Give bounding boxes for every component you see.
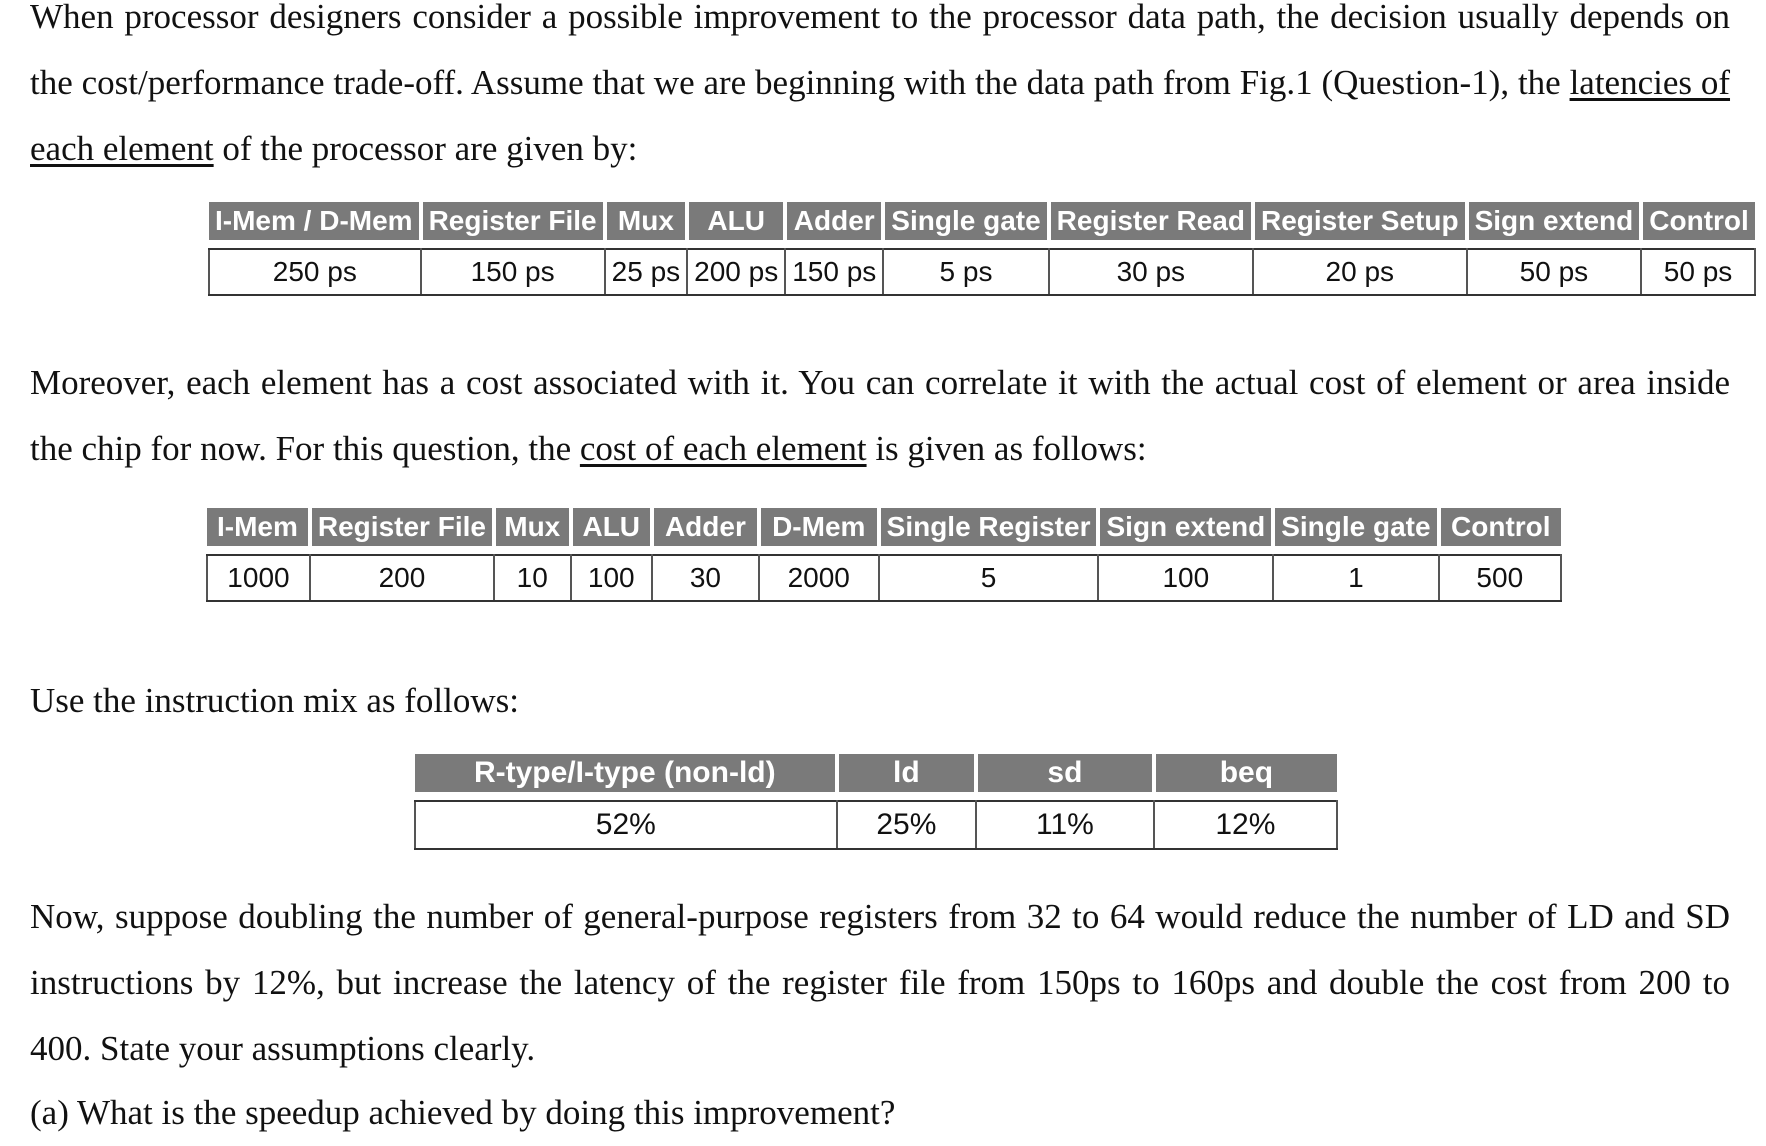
mix-header-row xyxy=(415,754,1337,792)
mix-value-row xyxy=(415,801,1337,849)
cost-intro-paragraph xyxy=(30,350,1730,482)
mix-gap-row xyxy=(415,792,1337,801)
improvement-paragraph: Now, suppose doubling the number of general-purpose registers from 32 to 64 would reduce the number of LD and SD instructions by 12%, but increase the latency of the register file from 150ps to 160ps and double the cost from 200 to 400. State your assumptions clearly. xyxy=(30,897,1730,1068)
mix-header-beq: beq xyxy=(1154,754,1337,792)
cost-value-imem: 1000 xyxy=(207,555,310,601)
cost-header-row xyxy=(207,508,1561,546)
latency-header-mux: Mux xyxy=(605,202,688,240)
latency-value-adder: 150 ps xyxy=(785,249,883,295)
intro-tail-text: of the processor are given by: xyxy=(213,129,638,168)
cost-header-dmem: D-Mem xyxy=(759,508,879,546)
cost-header-sign-extend: Sign extend xyxy=(1098,508,1273,546)
latency-header-row xyxy=(209,202,1755,240)
cost-header-single-register: Single Register xyxy=(879,508,1099,546)
latency-value-row xyxy=(209,249,1755,295)
cost-value-adder: 30 xyxy=(652,555,759,601)
mix-header-rtype-itype: R-type/I-type (non-ld) xyxy=(415,754,837,792)
cost-link-text: cost of each element xyxy=(579,429,867,468)
latency-header-register-setup: Register Setup xyxy=(1253,202,1467,240)
latency-header-single-gate: Single gate xyxy=(883,202,1048,240)
cost-header-adder: Adder xyxy=(652,508,759,546)
mix-header-sd: sd xyxy=(976,754,1154,792)
cost-header-register-file: Register File xyxy=(310,508,494,546)
cost-value-control: 500 xyxy=(1439,555,1561,601)
latency-header-alu: ALU xyxy=(687,202,785,240)
cost-value-mux: 10 xyxy=(494,555,571,601)
cost-gap-row xyxy=(207,546,1561,555)
latency-value-register-read: 30 ps xyxy=(1049,249,1253,295)
cost-value-row xyxy=(207,555,1561,601)
question-a-text: (a) What is the speedup achieved by doing this improvement? xyxy=(30,1093,896,1132)
latency-value-single-gate: 5 ps xyxy=(883,249,1048,295)
cost-intro-tail-text: is given as follows: xyxy=(866,429,1147,468)
cost-value-single-register: 5 xyxy=(879,555,1099,601)
latency-header-adder: Adder xyxy=(785,202,883,240)
cost-table xyxy=(206,508,1562,602)
cost-value-dmem: 2000 xyxy=(759,555,879,601)
latency-gap-row xyxy=(209,240,1755,249)
cost-header-single-gate: Single gate xyxy=(1273,508,1438,546)
latency-header-control: Control xyxy=(1641,202,1755,240)
latency-value-imem-dmem: 250 ps xyxy=(209,249,421,295)
cost-header-alu: ALU xyxy=(571,508,652,546)
mix-header-ld: ld xyxy=(837,754,977,792)
latencies-link-text: latencies of each element xyxy=(30,63,1731,168)
cost-intro-text: Moreover, each element has a cost associated with it. You can correlate it with the actual cost of element or area inside the chip for now. For this question, the xyxy=(30,363,1730,468)
latency-value-control: 50 ps xyxy=(1641,249,1755,295)
intro-paragraph xyxy=(30,0,1730,182)
cost-header-control: Control xyxy=(1439,508,1561,546)
intro-text: When processor designers consider a possible improvement to the processor data path, the decision usually depends on the cost/performance trade-off. Assume that we are beginning with the data path from Fig.1 (Question-1), the xyxy=(30,0,1730,102)
latency-value-register-setup: 20 ps xyxy=(1253,249,1467,295)
latency-header-register-read: Register Read xyxy=(1049,202,1253,240)
latency-header-sign-extend: Sign extend xyxy=(1467,202,1642,240)
cost-header-mux: Mux xyxy=(494,508,571,546)
latency-value-register-file: 150 ps xyxy=(421,249,605,295)
mix-value-beq: 12% xyxy=(1154,801,1337,849)
cost-value-register-file: 200 xyxy=(310,555,494,601)
cost-value-alu: 100 xyxy=(571,555,652,601)
instruction-mix-table xyxy=(414,754,1338,850)
cost-value-sign-extend: 100 xyxy=(1098,555,1273,601)
mix-value-rtype-itype: 52% xyxy=(415,801,837,849)
mix-value-sd: 11% xyxy=(976,801,1154,849)
cost-value-single-gate: 1 xyxy=(1273,555,1438,601)
latency-header-register-file: Register File xyxy=(421,202,605,240)
mix-intro-text: Use the instruction mix as follows: xyxy=(30,681,519,720)
latency-value-alu: 200 ps xyxy=(687,249,785,295)
latency-value-sign-extend: 50 ps xyxy=(1467,249,1642,295)
cost-header-imem: I-Mem xyxy=(207,508,310,546)
latency-value-mux: 25 ps xyxy=(605,249,688,295)
mix-value-ld: 25% xyxy=(837,801,977,849)
latency-table xyxy=(208,202,1756,296)
latency-header-imem-dmem: I-Mem / D-Mem xyxy=(209,202,421,240)
